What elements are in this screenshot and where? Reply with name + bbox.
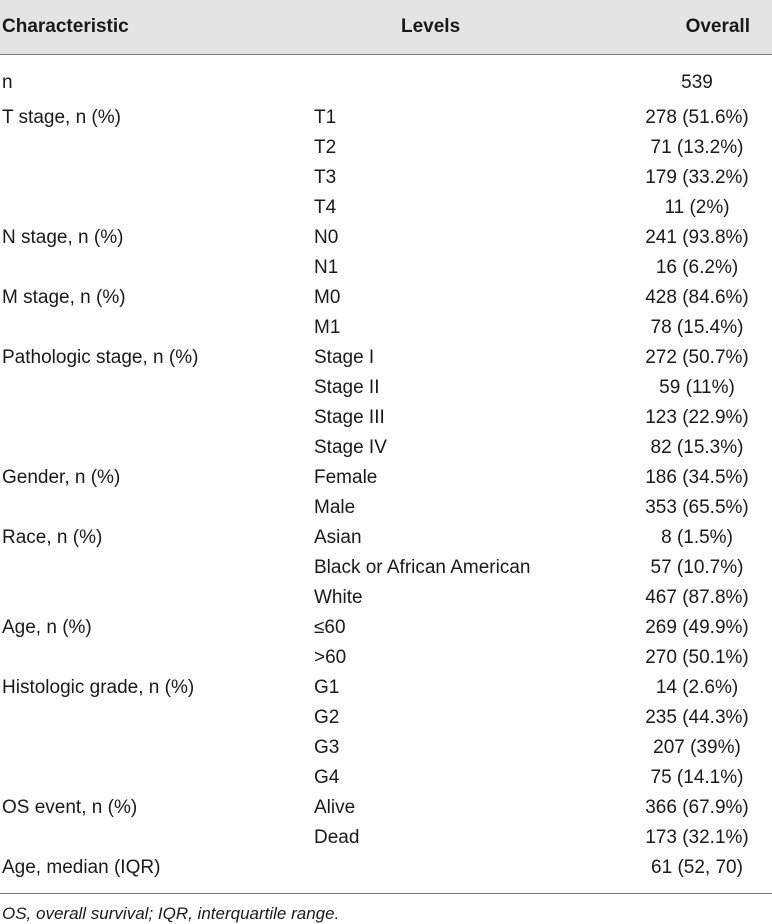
table-row xyxy=(0,613,772,643)
table-row xyxy=(0,823,772,853)
header-overall: Overall xyxy=(602,0,772,55)
table-row xyxy=(0,583,772,613)
cell-level: T1 xyxy=(314,107,337,128)
cell-characteristic: Age, median (IQR) xyxy=(2,857,161,878)
table-row xyxy=(0,193,772,223)
cell-overall-value: 78 (15.4%) xyxy=(650,317,744,338)
cell-level: Stage II xyxy=(314,377,380,398)
cell-overall xyxy=(602,763,772,793)
table-row xyxy=(0,493,772,523)
cell-level: Stage III xyxy=(314,407,385,428)
table-row xyxy=(0,253,772,283)
cell-characteristic xyxy=(0,193,312,223)
table-row xyxy=(0,793,772,823)
cell-overall-value: 16 (6.2%) xyxy=(655,257,739,278)
cell-characteristic xyxy=(0,133,312,163)
cell-level: Black or African American xyxy=(314,557,531,578)
cell-level: N0 xyxy=(314,227,339,248)
cell-level: Male xyxy=(314,497,356,518)
cell-characteristic xyxy=(0,763,312,793)
cell-level: White xyxy=(314,587,363,608)
cell-characteristic: OS event, n (%) xyxy=(2,797,138,818)
cell-overall xyxy=(602,493,772,523)
table-row xyxy=(0,403,772,433)
cell-level: G4 xyxy=(314,767,340,788)
table-row xyxy=(0,373,772,403)
table-row xyxy=(0,433,772,463)
cell-overall xyxy=(602,163,772,193)
cell-overall-value: 235 (44.3%) xyxy=(645,707,749,728)
cell-overall xyxy=(602,703,772,733)
table-row xyxy=(0,763,772,793)
table-row xyxy=(0,733,772,763)
cell-level: Stage I xyxy=(314,347,375,368)
table-row xyxy=(0,673,772,703)
cell-overall-value: 467 (87.8%) xyxy=(645,587,749,608)
table-row xyxy=(0,703,772,733)
table-header xyxy=(0,0,772,55)
cell-overall-value: 270 (50.1%) xyxy=(645,647,749,668)
cell-level: Female xyxy=(314,467,378,488)
cell-overall-value: 269 (49.9%) xyxy=(645,617,749,638)
cell-overall xyxy=(602,643,772,673)
cell-characteristic: n xyxy=(2,72,13,93)
cell-overall-value: 272 (50.7%) xyxy=(645,347,749,368)
cell-level: T3 xyxy=(314,167,337,188)
cell-overall xyxy=(602,733,772,763)
cell-level: G2 xyxy=(314,707,340,728)
cell-overall-value: 8 (1.5%) xyxy=(661,527,733,548)
cell-level xyxy=(312,55,602,104)
cell-overall xyxy=(602,823,772,853)
table-row xyxy=(0,643,772,673)
cell-characteristic xyxy=(0,313,312,343)
cell-characteristic: T stage, n (%) xyxy=(2,107,121,128)
cell-level: ≤60 xyxy=(314,617,346,638)
cell-overall xyxy=(602,253,772,283)
cell-characteristic: Race, n (%) xyxy=(2,527,103,548)
table-row xyxy=(0,223,772,253)
cell-overall-value: 71 (13.2%) xyxy=(650,137,744,158)
cell-characteristic xyxy=(0,403,312,433)
table-row xyxy=(0,553,772,583)
cell-characteristic xyxy=(0,733,312,763)
table-row xyxy=(0,55,772,104)
cell-overall xyxy=(602,283,772,313)
cell-overall-value: 14 (2.6%) xyxy=(655,677,739,698)
cell-overall xyxy=(602,403,772,433)
cell-overall xyxy=(602,463,772,493)
cell-characteristic: Pathologic stage, n (%) xyxy=(2,347,199,368)
cell-overall xyxy=(602,583,772,613)
cell-level xyxy=(312,853,602,883)
header-characteristic: Characteristic xyxy=(0,0,312,55)
cell-level: T2 xyxy=(314,137,337,158)
table-row xyxy=(0,853,772,883)
cell-characteristic xyxy=(0,643,312,673)
cell-overall-value: 428 (84.6%) xyxy=(645,287,749,308)
cell-characteristic xyxy=(0,493,312,523)
cell-characteristic xyxy=(0,433,312,463)
cell-overall-value: 82 (15.3%) xyxy=(650,437,744,458)
cell-characteristic: N stage, n (%) xyxy=(2,227,124,248)
cell-overall-value: 75 (14.1%) xyxy=(650,767,744,788)
cell-overall xyxy=(602,373,772,403)
cell-overall-value: 59 (11%) xyxy=(659,377,735,398)
cell-overall-value: 179 (33.2%) xyxy=(645,167,749,188)
cell-overall-value: 123 (22.9%) xyxy=(645,407,749,428)
cell-overall-value: 186 (34.5%) xyxy=(645,467,749,488)
cell-characteristic: Histologic grade, n (%) xyxy=(2,677,195,698)
cell-characteristic xyxy=(0,823,312,853)
cell-overall-value: 353 (65.5%) xyxy=(645,497,749,518)
cell-overall-value: 366 (67.9%) xyxy=(645,797,749,818)
cell-overall-value: 57 (10.7%) xyxy=(650,557,744,578)
table-row xyxy=(0,103,772,133)
cell-overall-value: 207 (39%) xyxy=(653,737,741,758)
cell-overall xyxy=(602,613,772,643)
cell-overall xyxy=(602,793,772,823)
cell-level: >60 xyxy=(314,647,347,668)
cell-level: T4 xyxy=(314,197,337,218)
header-row xyxy=(0,0,772,55)
cell-characteristic: Age, n (%) xyxy=(2,617,92,638)
cell-overall xyxy=(602,673,772,703)
table-row xyxy=(0,463,772,493)
cell-overall xyxy=(602,223,772,253)
cell-overall xyxy=(602,343,772,373)
cell-level: Dead xyxy=(314,827,360,848)
cell-level: Alive xyxy=(314,797,356,818)
cell-overall xyxy=(602,193,772,223)
cell-characteristic xyxy=(0,163,312,193)
cell-overall-value: 61 (52, 70) xyxy=(651,857,743,878)
cell-level: N1 xyxy=(314,257,339,278)
cell-overall xyxy=(602,523,772,553)
cell-level: Stage IV xyxy=(314,437,387,458)
cell-level: G1 xyxy=(314,677,340,698)
cell-overall xyxy=(602,853,772,883)
table-body xyxy=(0,55,772,884)
table-row xyxy=(0,283,772,313)
cell-overall xyxy=(602,313,772,343)
cell-characteristic xyxy=(0,373,312,403)
cell-characteristic: Gender, n (%) xyxy=(2,467,121,488)
table-row xyxy=(0,133,772,163)
cell-overall-value: 539 xyxy=(681,72,713,93)
cell-characteristic xyxy=(0,253,312,283)
cell-overall-value: 173 (32.1%) xyxy=(645,827,749,848)
cell-overall xyxy=(602,433,772,463)
header-levels: Levels xyxy=(312,0,602,55)
cell-characteristic: M stage, n (%) xyxy=(2,287,126,308)
cell-overall xyxy=(602,103,772,133)
cell-characteristic xyxy=(0,583,312,613)
cell-overall xyxy=(602,133,772,163)
cell-overall-value: 241 (93.8%) xyxy=(645,227,749,248)
table-row xyxy=(0,343,772,373)
table-footnote: OS, overall survival; IQR, interquartile range. xyxy=(2,904,340,923)
cell-level: M0 xyxy=(314,287,341,308)
cell-level: G3 xyxy=(314,737,340,758)
cell-overall-value: 278 (51.6%) xyxy=(645,107,749,128)
table-row xyxy=(0,523,772,553)
cell-overall xyxy=(602,553,772,583)
cell-characteristic xyxy=(0,553,312,583)
cell-level: Asian xyxy=(314,527,362,548)
table-row xyxy=(0,163,772,193)
cell-overall xyxy=(602,55,772,104)
cell-overall-value: 11 (2%) xyxy=(664,197,730,218)
cell-characteristic xyxy=(0,703,312,733)
table-row xyxy=(0,313,772,343)
cell-level: M1 xyxy=(314,317,341,338)
